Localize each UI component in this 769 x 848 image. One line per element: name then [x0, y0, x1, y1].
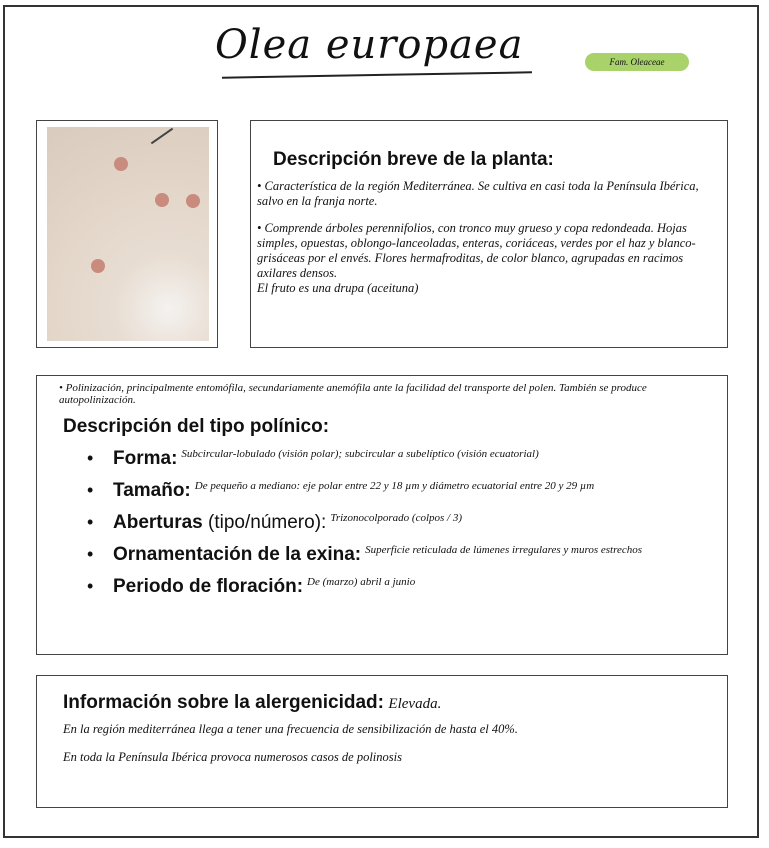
- pollen-grain: [114, 157, 128, 171]
- allergenicity-heading: Información sobre la alergenicidad:: [63, 692, 384, 713]
- attribute-label: Aberturas: [113, 512, 203, 533]
- attribute-value: Superficie reticulada de lúmenes irregulares y muros estrechos: [365, 544, 643, 556]
- pollen-type-box: [36, 375, 728, 655]
- attribute-label: Forma:: [113, 448, 178, 469]
- pointer-needle: [151, 128, 173, 145]
- pollen-attribute-list: [87, 448, 717, 608]
- pollen-grain: [186, 194, 200, 208]
- pollen-attribute-forma: • Forma: Subcircular-lobulado (visión polar); subcircular a subelíptico (visión ecuatorial): [87, 448, 539, 469]
- pollen-photo-box: [36, 120, 218, 348]
- allergenicity-notes: [63, 720, 703, 766]
- plant-description-heading: Descripción breve de la planta:: [273, 149, 554, 170]
- pollen-grain: [91, 259, 105, 273]
- description-paragraph: • Comprende árboles perennifolios, con tronco muy grueso y copa redondeada. Hojas simples, opuestas, oblongo-lanceoladas, enteras, coriáceas, verdes por el haz y blanco-grisáceas por el envés. Flores hermafroditas, de color blanco, agrupadas en racimos axilares densos.: [257, 221, 696, 280]
- description-paragraph: • Característica de la región Mediterránea. Se cultiva en casi toda la Península Ibérica, salvo en la franja norte.: [257, 179, 699, 208]
- pollen-grain: [155, 193, 169, 207]
- attribute-value: Trizonocolporado (colpos / 3): [330, 512, 463, 524]
- attribute-label-extra: (tipo/número):: [208, 512, 327, 533]
- pollen-attribute-floracion: • Periodo de floración: De (marzo) abril a junio: [87, 576, 416, 597]
- pollen-attribute-aberturas: • Aberturas (tipo/número): Trizonocolporado (colpos / 3): [87, 512, 463, 533]
- attribute-label: Tamaño:: [113, 480, 191, 501]
- plant-description-text: [257, 179, 717, 296]
- attribute-label: Periodo de floración:: [113, 576, 304, 597]
- description-paragraph: El fruto es una drupa (aceituna): [257, 281, 419, 295]
- attribute-value: De (marzo) abril a junio: [307, 576, 416, 588]
- plant-description-box: [250, 120, 728, 348]
- pollination-note: • Polinización, principalmente entomófila, secundariamente anemófila ante la facilidad del transporte del polen. También se produce autopolinización.: [59, 382, 647, 406]
- species-title: Olea europaea: [215, 22, 524, 68]
- attribute-label: Ornamentación de la exina:: [113, 544, 362, 565]
- allergenicity-line: En la región mediterránea llega a tener una frecuencia de sensibilización de hasta el 40%.: [63, 722, 518, 736]
- family-tag: Fam. Oleaceae: [585, 53, 689, 71]
- allergenicity-box: [36, 675, 728, 808]
- allergenicity-value: Elevada.: [388, 696, 442, 712]
- allergenicity-line: En toda la Península Ibérica provoca numerosos casos de polinosis: [63, 750, 402, 764]
- pollen-microscope-image: [47, 127, 209, 341]
- attribute-value: Subcircular-lobulado (visión polar); subcircular a subelíptico (visión ecuatorial): [181, 448, 539, 460]
- pollen-attribute-ornamentacion: • Ornamentación de la exina: Superficie reticulada de lúmenes irregulares y muros estrechos: [87, 544, 643, 565]
- allergenicity-header: [63, 692, 441, 714]
- attribute-value: De pequeño a mediano: eje polar entre 22 y 18 µm y diámetro ecuatorial entre 20 y 29 µm: [194, 480, 595, 492]
- pollen-type-heading: Descripción del tipo polínico:: [63, 416, 330, 437]
- pollen-attribute-tamano: • Tamaño: De pequeño a mediano: eje polar entre 22 y 18 µm y diámetro ecuatorial entre 20 y 29 µm: [87, 480, 595, 501]
